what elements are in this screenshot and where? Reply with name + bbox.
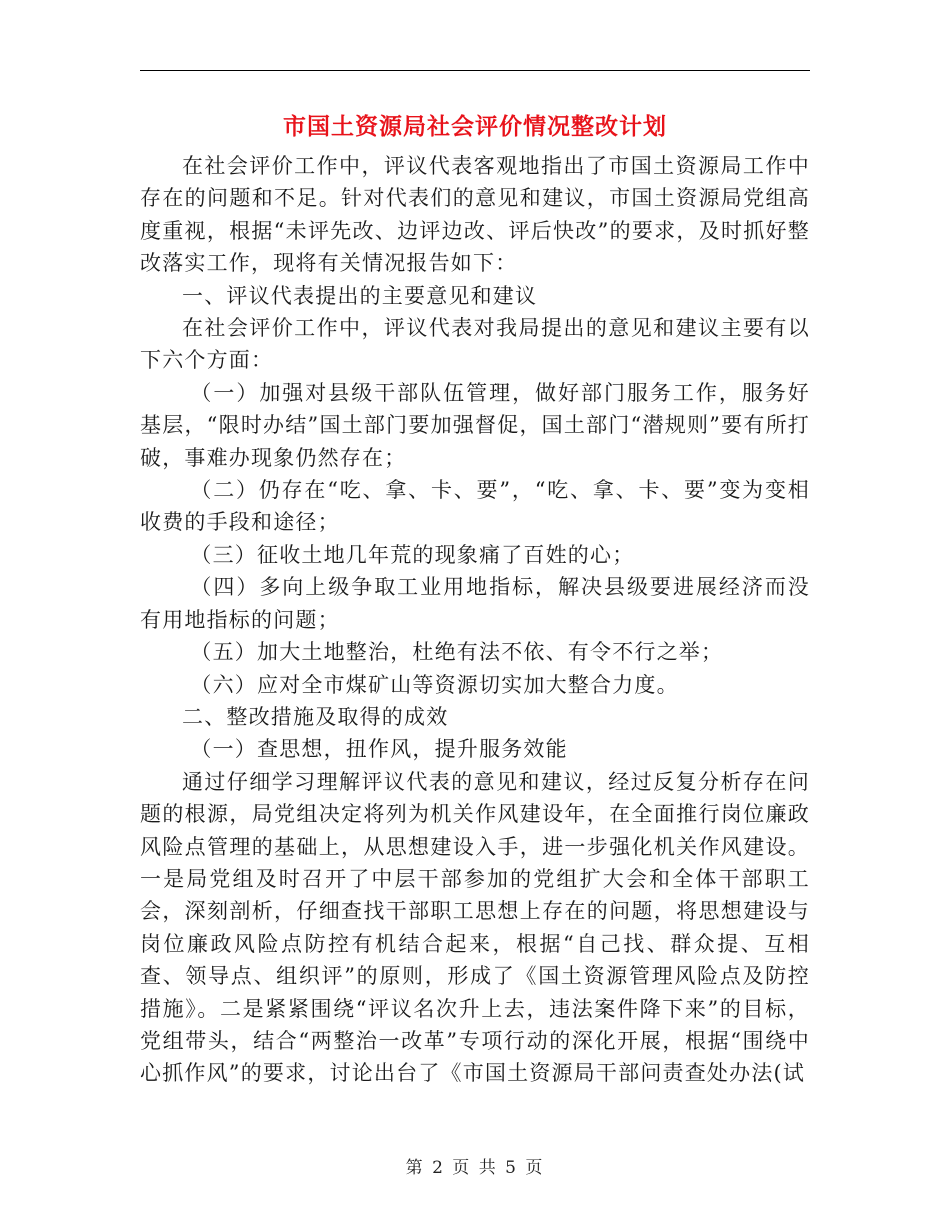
page-number: 第 2 页 共 5 页 (405, 1158, 545, 1178)
header-rule (140, 70, 810, 71)
body-paragraph: 通过仔细学习理解评议代表的意见和建议，经过反复分析存在问题的根源，局党组决定将列为机关作风建设年，在全面推行岗位廉政风险点管理的基础上，从思想建设入手，进一步强化机关作风建设。一是局党组及时召开了中层干部参加的党组扩大会和全体干部职工会，深刻剖析，仔细查找干部职工思想上存在的问题，将思想建设与岗位廉政风险点防控有机结合起来，根据“自己找、群众提、互相查、领导点、组织评”的原则，形成了《国土资源管理风险点及防控措施》。二是紧紧围绕“评议名次升上去，违法案件降下来”的目标，党组带头，结合“两整治一改革”专项行动的深化开展，根据“围绕中心抓作风”的要求，讨论出台了《市国土资源局干部问责查处办法(试 (140, 769, 810, 1086)
intro-paragraph: 在社会评价工作中，评议代表客观地指出了市国土资源局工作中存在的问题和不足。针对代表们的意见和建议，市国土资源局党组高度重视，根据“未评先改、边评边改、评后快改”的要求，及时抓好整改落实工作，现将有关情况报告如下： (140, 154, 810, 276)
document-body (140, 150, 810, 1090)
list-item-1: （一）加强对县级干部队伍管理，做好部门服务工作，服务好基层，“限时办结”国土部门要加强督促，国土部门“潜规则”要有所打破，事难办现象仍然存在； (140, 380, 810, 470)
subsection-heading-1: （一）查思想，扭作风，提升服务效能 (190, 737, 568, 762)
section-heading-1: 一、评议代表提出的主要意见和建议 (182, 283, 538, 308)
list-item-6: （六）应对全市煤矿山等资源切实加大整合力度。 (190, 672, 679, 697)
list-item-2: （二）仍存在“吃、拿、卡、要”，“吃、拿、卡、要”变为变相收费的手段和途径； (140, 478, 810, 535)
section-heading-2: 二、整改措施及取得的成效 (182, 704, 449, 729)
list-item-5: （五）加大土地整治，杜绝有法不依、有令不行之举； (190, 640, 724, 665)
document-title: 市国土资源局社会评价情况整改计划 (283, 113, 667, 140)
body-paragraph: 在社会评价工作中，评议代表对我局提出的意见和建议主要有以下六个方面： (140, 316, 810, 373)
list-item-4: （四）多向上级争取工业用地指标，解决县级要进展经济而没有用地指标的问题； (140, 575, 810, 632)
list-item-3: （三）征收土地几年荒的现象痛了百姓的心； (190, 542, 635, 567)
